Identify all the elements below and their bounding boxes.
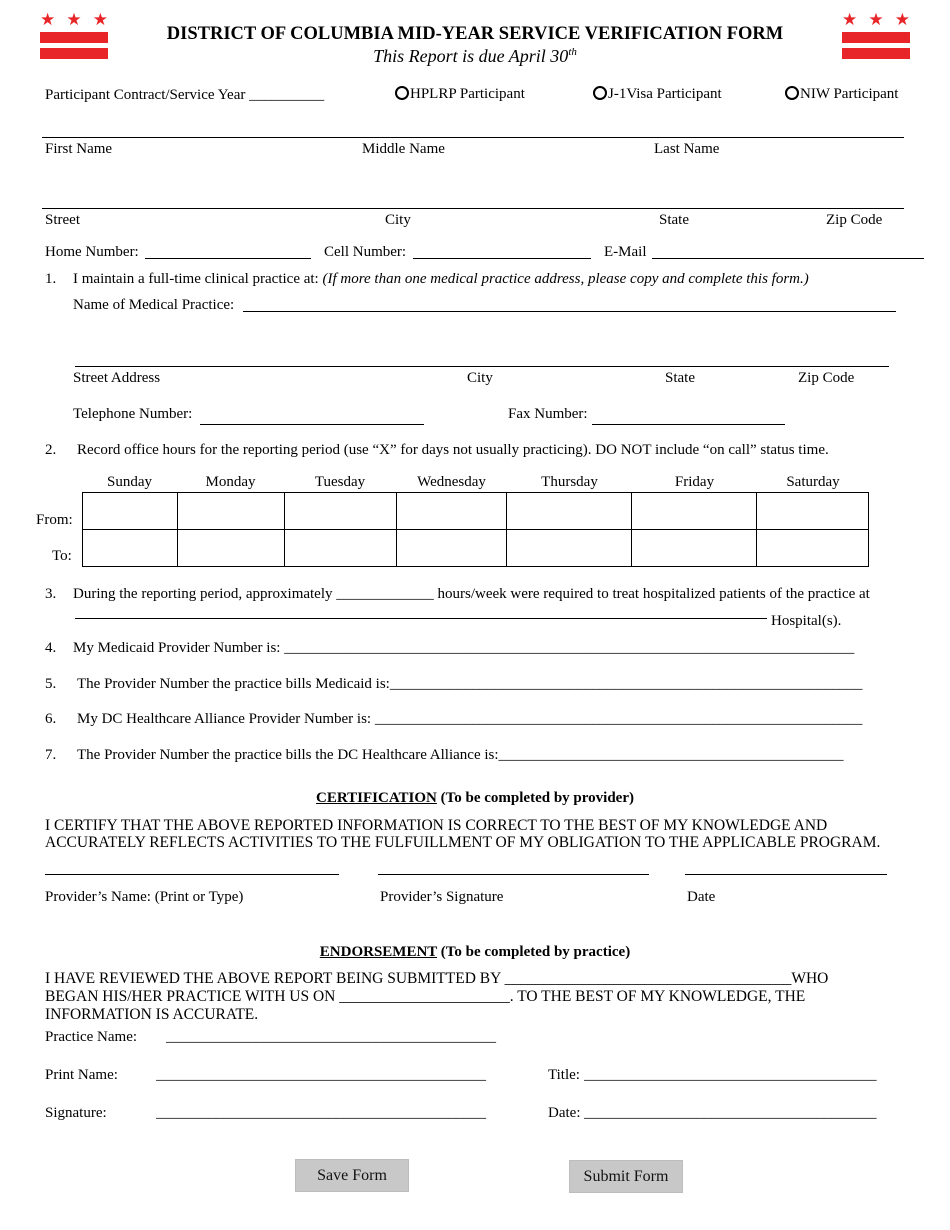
- fax-label: Fax Number:: [508, 406, 588, 422]
- provider-date-field[interactable]: [685, 874, 887, 875]
- item6-number: 6.: [45, 711, 57, 727]
- day-wednesday: Wednesday: [417, 474, 486, 490]
- item3-number: 3.: [45, 586, 57, 602]
- item1-number: 1.: [45, 271, 57, 287]
- provider-signature-field[interactable]: [378, 874, 649, 875]
- star-icon: ★: [894, 10, 910, 29]
- due-date-text: This Report is due April 30: [373, 46, 569, 66]
- hours-cell[interactable]: [757, 493, 869, 530]
- hours-cell[interactable]: [632, 530, 757, 567]
- star-icon: ★: [92, 10, 108, 29]
- day-thursday: Thursday: [541, 474, 598, 490]
- form-subtitle: [0, 46, 950, 67]
- hours-cell[interactable]: [177, 493, 284, 530]
- signature-label: Signature:: [45, 1105, 107, 1121]
- email-field[interactable]: [652, 258, 924, 259]
- print-name-label: Print Name:: [45, 1067, 118, 1083]
- date-label: Date:: [548, 1105, 581, 1121]
- hours-cell[interactable]: [396, 493, 507, 530]
- date-field[interactable]: _______________________________________: [584, 1105, 877, 1121]
- zip-label: Zip Code: [826, 212, 883, 228]
- endorsement-heading: [0, 944, 950, 961]
- from-label: From:: [36, 512, 73, 528]
- print-name-field[interactable]: ____________________________________________: [156, 1067, 486, 1083]
- provider-name-label: Provider’s Name: (Print or Type): [45, 889, 244, 905]
- fax-field[interactable]: [592, 424, 785, 425]
- alliance-provider-field[interactable]: My DC Healthcare Alliance Provider Number is: _________________________________________________________________: [77, 711, 863, 727]
- home-number-field[interactable]: [145, 258, 311, 259]
- medicaid-provider-field[interactable]: My Medicaid Provider Number is: ____________________________________________________________________________: [73, 640, 855, 656]
- save-form-button[interactable]: Save Form: [295, 1159, 409, 1192]
- radio-hplrp[interactable]: [395, 86, 525, 103]
- item5-number: 5.: [45, 676, 57, 692]
- radio-hplrp-label: HPLRP Participant: [410, 86, 525, 102]
- practice-name-label-endorse: Practice Name:: [45, 1029, 138, 1045]
- hours-cell[interactable]: [284, 493, 396, 530]
- radio-j1visa[interactable]: [593, 86, 722, 103]
- day-tuesday: Tuesday: [314, 474, 366, 490]
- practice-street-label: Street Address: [73, 370, 161, 386]
- submit-form-button[interactable]: Submit Form: [569, 1160, 683, 1193]
- endorsement-heading-note: (To be completed by practice): [440, 944, 631, 960]
- item2-text: Record office hours for the reporting period (use “X” for days not usually practicing). DO NOT include “on call” status time.: [77, 442, 829, 458]
- hours-cell[interactable]: [396, 530, 507, 567]
- practice-address-line[interactable]: [75, 366, 889, 367]
- telephone-field[interactable]: [200, 424, 424, 425]
- practice-city-label: City: [467, 370, 493, 386]
- hospital-field[interactable]: [75, 618, 767, 619]
- day-monday: Monday: [205, 474, 256, 490]
- radio-j1visa-label: J-1Visa Participant: [608, 86, 722, 102]
- office-hours-table: [82, 492, 869, 567]
- hours-cell[interactable]: [757, 530, 869, 567]
- telephone-label: Telephone Number:: [73, 406, 193, 422]
- item1-note: (If more than one medical practice address, please copy and complete this form.): [322, 271, 809, 287]
- certification-line1: I CERTIFY THAT THE ABOVE REPORTED INFORMATION IS CORRECT TO THE BEST OF MY KNOWLEDGE AND: [45, 817, 828, 834]
- radio-circle-icon[interactable]: [395, 86, 409, 100]
- radio-niw[interactable]: [785, 86, 898, 103]
- practice-medicaid-field[interactable]: The Provider Number the practice bills Medicaid is:_______________________________________________________________: [77, 676, 863, 692]
- endorsement-line1: I HAVE REVIEWED THE ABOVE REPORT BEING SUBMITTED BY _____________________________________WHO: [45, 970, 829, 987]
- endorsement-line3: INFORMATION IS ACCURATE.: [45, 1006, 259, 1023]
- title-field[interactable]: _______________________________________: [584, 1067, 877, 1083]
- state-label: State: [659, 212, 689, 228]
- endorse-practice-name-field[interactable]: ____________________________________________: [166, 1029, 496, 1045]
- hours-cell[interactable]: [507, 493, 632, 530]
- item4-number: 4.: [45, 640, 57, 656]
- provider-date-label: Date: [687, 889, 716, 905]
- practice-state-label: State: [665, 370, 695, 386]
- certification-line2: ACCURATELY REFLECTS ACTIVITIES TO THE FULFUILLMENT OF MY OBLIGATION TO THE APPLICABLE PROGRAM.: [45, 834, 881, 851]
- item3-text: During the reporting period, approximately _____________ hours/week were required to treat hospitalized patients of the practice at: [73, 586, 870, 602]
- endorsement-line2: BEGAN HIS/HER PRACTICE WITH US ON ______________________. TO THE BEST OF MY KNOWLEDGE, THE: [45, 988, 806, 1005]
- hours-from-row: [83, 493, 869, 530]
- first-name-label: First Name: [45, 141, 113, 157]
- provider-name-field[interactable]: [45, 874, 339, 875]
- practice-name-label: Name of Medical Practice:: [73, 297, 235, 313]
- item1-text: [73, 271, 809, 288]
- name-input-line[interactable]: [42, 137, 904, 138]
- hours-cell[interactable]: [632, 493, 757, 530]
- to-label: To:: [52, 548, 72, 564]
- radio-circle-icon[interactable]: [785, 86, 799, 100]
- form-title: DISTRICT OF COLUMBIA MID-YEAR SERVICE VERIFICATION FORM: [166, 24, 784, 44]
- provider-signature-label: Provider’s Signature: [380, 889, 504, 905]
- radio-niw-label: NIW Participant: [800, 86, 899, 102]
- certification-heading-title: CERTIFICATION: [316, 790, 437, 806]
- star-icon: ★: [868, 10, 884, 29]
- hospital-label: Hospital(s).: [771, 613, 842, 629]
- last-name-label: Last Name: [654, 141, 720, 157]
- practice-name-field[interactable]: [243, 311, 896, 312]
- star-icon: ★: [40, 10, 56, 29]
- endorsement-heading-title: ENDORSEMENT: [319, 944, 438, 960]
- middle-name-label: Middle Name: [362, 141, 445, 157]
- practice-zip-label: Zip Code: [798, 370, 855, 386]
- hours-to-row: [83, 530, 869, 567]
- practice-alliance-field[interactable]: The Provider Number the practice bills the DC Healthcare Alliance is:______________________________________________: [77, 747, 844, 763]
- hours-cell[interactable]: [83, 530, 178, 567]
- street-label: Street: [45, 212, 80, 228]
- city-label: City: [385, 212, 411, 228]
- due-date-suffix: th: [568, 46, 577, 58]
- item2-number: 2.: [45, 442, 57, 458]
- item1-text-main: I maintain a full-time clinical practice at:: [73, 271, 323, 287]
- certification-heading: [0, 790, 950, 807]
- hours-cell[interactable]: [83, 493, 178, 530]
- email-label: E-Mail: [604, 244, 647, 260]
- address-input-line[interactable]: [42, 208, 904, 209]
- contract-year-label: Participant Contract/Service Year __________: [45, 87, 325, 103]
- cell-number-field[interactable]: [413, 258, 591, 259]
- certification-heading-note: (To be completed by provider): [440, 790, 634, 806]
- hours-cell[interactable]: [284, 530, 396, 567]
- home-number-label: Home Number:: [45, 244, 139, 260]
- signature-field[interactable]: ____________________________________________: [156, 1105, 486, 1121]
- radio-circle-icon[interactable]: [593, 86, 607, 100]
- item7-number: 7.: [45, 747, 57, 763]
- day-saturday: Saturday: [786, 474, 840, 490]
- hours-cell[interactable]: [177, 530, 284, 567]
- day-friday: Friday: [674, 474, 715, 490]
- hours-cell[interactable]: [507, 530, 632, 567]
- star-icon: ★: [842, 10, 858, 29]
- day-sunday: Sunday: [107, 474, 152, 490]
- star-icon: ★: [66, 10, 82, 29]
- cell-number-label: Cell Number:: [324, 244, 407, 260]
- title-label: Title:: [548, 1067, 580, 1083]
